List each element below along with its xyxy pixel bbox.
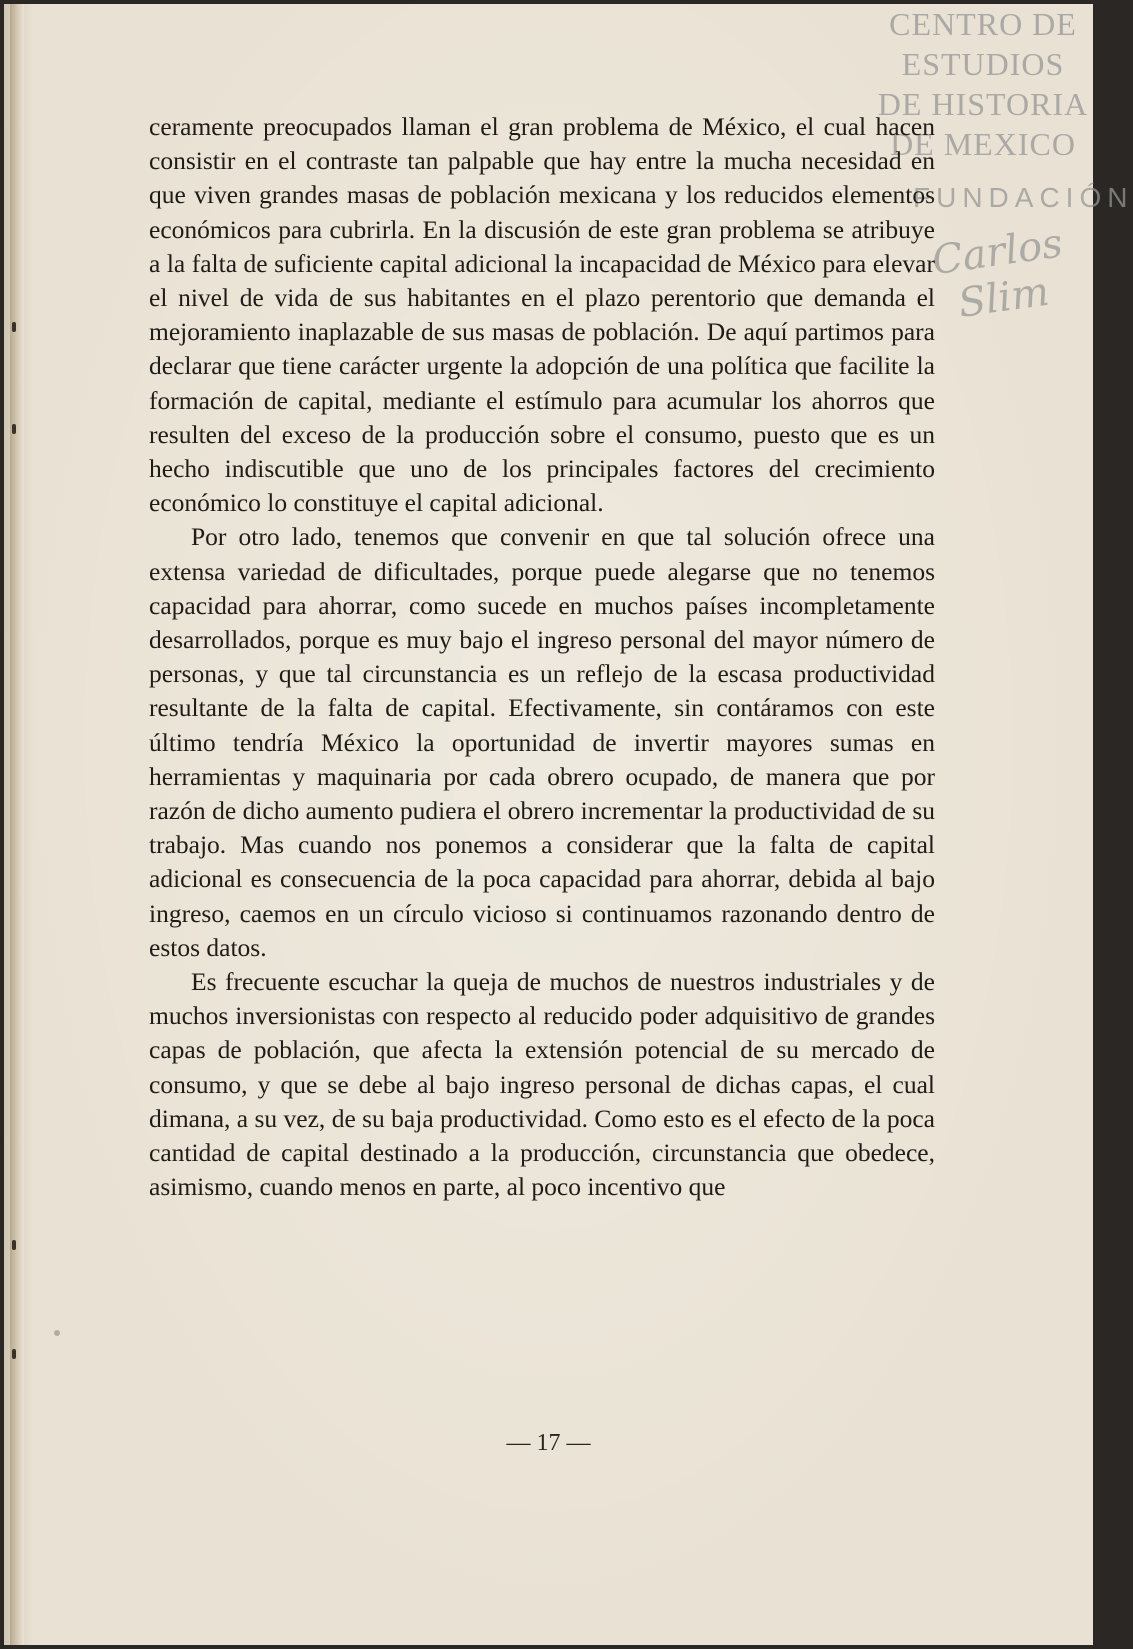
stamp-line: ESTUDIOS: [901, 46, 1065, 82]
binding-mark: [12, 424, 16, 434]
stamp-signature: Carlos Slim: [929, 220, 1066, 327]
paragraph: Por otro lado, tenemos que convenir en que tal solución ofrece una extensa variedad de dificultades, porque puede alegarse que no tenemos capacidad para ahorrar, como sucede en muchos países incompletamente desarrollados, porque es muy bajo el ingreso personal del mayor número de personas, y que tal circunstancia es un reflejo de la escasa productividad resultante de la falta de capital. Efectivamente, sin contáramos con este último tendría México la oportunidad de invertir mayores sumas en herramientas y maquinaria por cada obrero ocupado, de manera que por razón de dicho aumento pudiera el obrero incrementar la productividad de su trabajo. Mas cuando nos ponemos a considerar que la falta de capital adicional es consecuencia de la poca capacidad para ahorrar, debida al bajo ingreso, caemos en un círculo vicioso si continuamos razonando dentro de estos datos.: [149, 522, 935, 962]
page-binding-edge: [10, 4, 24, 1645]
binding-mark: [12, 322, 16, 332]
binding-mark: [12, 1240, 16, 1250]
paper-speck: [54, 1330, 60, 1336]
paragraph: Es frecuente escuchar la queja de muchos de nuestros industriales y de muchos inversionistas con respecto al reducido poder adquisitivo de grandes capas de población, que afecta la extensión potencial de su mercado de consumo, y que se debe al bajo ingreso personal de dichas capas, el cual dimana, a su vez, de su baja productividad. Como esto es el efecto de la poca cantidad de capital destinado a la producción, circunstancia que obedece, asimismo, cuando menos en parte, al poco incentivo que: [149, 967, 935, 1202]
stamp-line: DE HISTORIA: [877, 86, 1089, 122]
paragraph: ceramente preocupados llaman el gran problema de México, el cual hacen consistir en el contraste tan palpable que hay entre la mucha necesidad en que viven grandes masas de población mexicana y los reducidos elementos económicos para cubrirla. En la discusión de este gran problema se atribuye a la falta de suficiente capital adicional la incapacidad de México para elevar el nivel de vida de sus habitantes en el plazo perentorio que demanda el mejoramiento inaplazable de sus masas de población. De aquí partimos para declarar que tiene carácter urgente la adopción de una política que facilite la formación de capital, mediante el estímulo para acumular los ahorros que resulten del exceso de la producción sobre el consumo, puesto que es un hecho indiscutible que uno de los principales factores del crecimiento económico lo constituye el capital adicional.: [149, 112, 935, 518]
body-text: [149, 110, 935, 1205]
page-number: — 17 —: [506, 1430, 591, 1456]
stamp-line: CENTRO DE: [889, 6, 1077, 42]
binding-mark: [12, 1349, 16, 1359]
document-page: [4, 4, 1133, 1645]
stamp-fundacion: FUNDACIÓN: [913, 182, 1133, 213]
stamp-line: DE MEXICO: [890, 126, 1076, 162]
